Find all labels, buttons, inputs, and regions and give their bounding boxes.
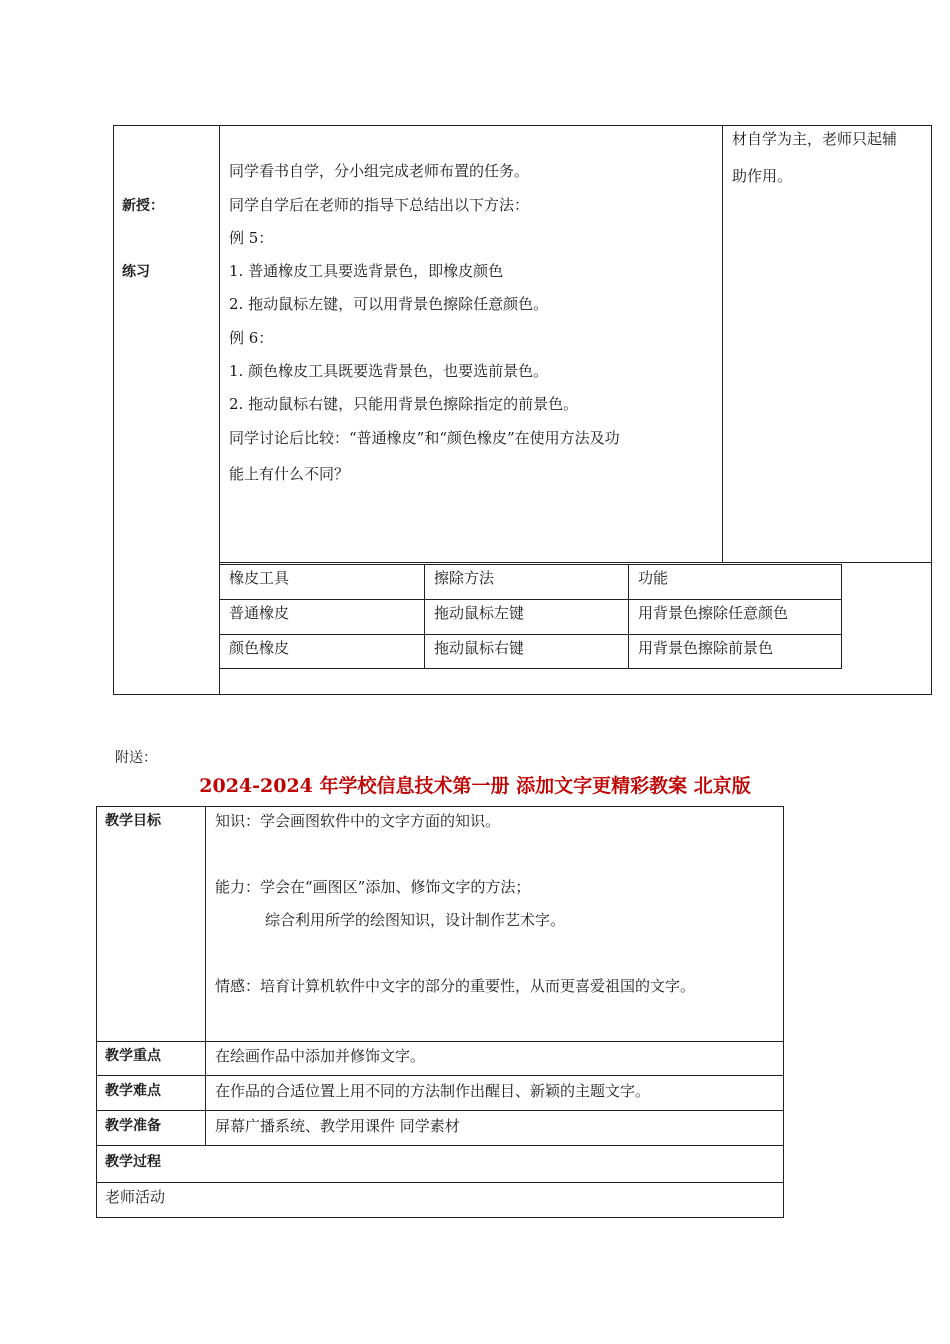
- main-line-10: 能上有什么不同？: [229, 465, 350, 483]
- main-line-5: 2. 拖动鼠标左键，可以用背景色擦除任意颜色。: [229, 295, 549, 313]
- label-practice: 练习: [122, 264, 150, 280]
- compare-header-method: 擦除方法: [434, 569, 495, 587]
- objective-ability-1: 能力：学会在“画图区”添加、修饰文字的方法；: [215, 878, 531, 896]
- process-label: 教学过程: [105, 1154, 161, 1170]
- key-point-label: 教学重点: [105, 1048, 161, 1064]
- right-note-line-2: 助作用。: [732, 167, 793, 185]
- main-line-9: 同学讨论后比较：“普通橡皮”和“颜色橡皮”在使用方法及功: [229, 429, 620, 447]
- teacher-activity-label: 老师活动: [105, 1188, 166, 1206]
- main-line-7: 1. 颜色橡皮工具既要选背景色，也要选前景色。: [229, 362, 549, 380]
- objective-knowledge: 知识：学会画图软件中的文字方面的知识。: [215, 812, 501, 830]
- compare-cell: 普通橡皮: [229, 604, 290, 622]
- main-line-2: 同学自学后在老师的指导下总结出以下方法：: [229, 196, 530, 214]
- difficulty-label: 教学难点: [105, 1083, 161, 1099]
- objectives-label: 教学目标: [105, 813, 161, 829]
- compare-cell: 拖动鼠标右键: [434, 639, 525, 657]
- main-line-8: 2. 拖动鼠标右键，只能用背景色擦除指定的前景色。: [229, 395, 579, 413]
- preparation-label: 教学准备: [105, 1118, 161, 1134]
- compare-header-tool: 橡皮工具: [229, 569, 290, 587]
- document-title: 2024-2024 年学校信息技术第一册 添加文字更精彩教案 北京版: [199, 775, 751, 797]
- label-new-lesson: 新授：: [122, 198, 164, 214]
- compare-cell: 拖动鼠标左键: [434, 604, 525, 622]
- right-note-line-1: 材自学为主，老师只起辅: [732, 130, 898, 148]
- main-line-4: 1. 普通橡皮工具要选背景色，即橡皮颜色: [229, 262, 504, 280]
- main-line-6: 例 6：: [229, 329, 274, 347]
- preparation-value: 屏幕广播系统、教学用课件 同学素材: [215, 1117, 460, 1135]
- difficulty-value: 在作品的合适位置上用不同的方法制作出醒目、新颖的主题文字。: [215, 1082, 651, 1100]
- compare-cell: 颜色橡皮: [229, 639, 290, 657]
- main-line-3: 例 5：: [229, 229, 274, 247]
- compare-cell: 用背景色擦除任意颜色: [638, 604, 789, 622]
- key-point-value: 在绘画作品中添加并修饰文字。: [215, 1047, 426, 1065]
- compare-cell: 用背景色擦除前景色: [638, 639, 774, 657]
- compare-header-function: 功能: [638, 569, 669, 587]
- objective-ability-2: 综合利用所学的绘图知识，设计制作艺术字。: [265, 911, 566, 929]
- main-line-1: 同学看书自学，分小组完成老师布置的任务。: [229, 162, 530, 180]
- appendix-label: 附送：: [115, 750, 157, 766]
- objective-emotion: 情感：培育计算机软件中文字的部分的重要性，从而更喜爱祖国的文字。: [215, 977, 696, 995]
